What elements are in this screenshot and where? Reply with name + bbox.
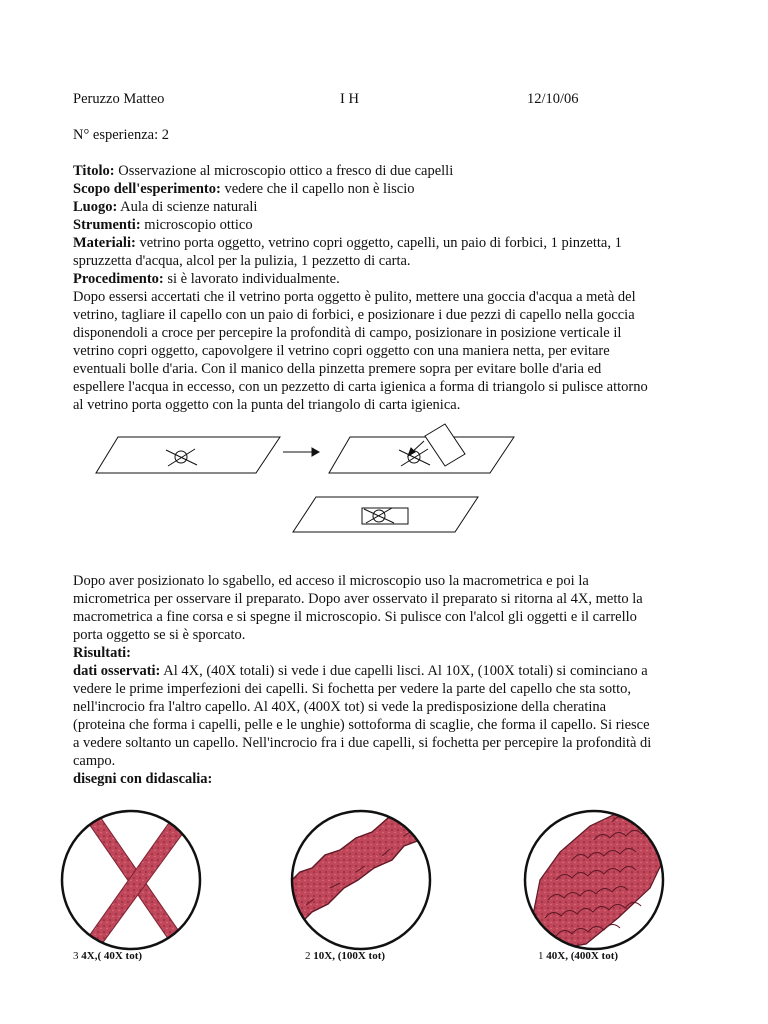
procedure-line: al vetrino porta oggetto con la punta del triangolo di carta igienica. (73, 397, 461, 413)
after-line: micrometrica per osservare il preparato. Dopo aver osservato il preparato si ritorna al 4X, metto la (73, 591, 643, 607)
class-label: I H (340, 91, 359, 107)
caption-number: 3 (73, 950, 79, 962)
caption-number: 2 (305, 950, 311, 962)
caption-text: 10X, (100X tot) (313, 950, 386, 962)
caption-text: 40X, (400X tot) (546, 950, 619, 962)
after-line: macrometrica a fine corsa e si spegne il microscopio. Si pulisce con l'alcol gli oggetti e il carrello (73, 609, 637, 625)
experiment-number: N° esperienza: 2 (73, 127, 169, 143)
dati-line: a vedere soltanto un capello. Nell'incrocio fra i due capelli, si fochetta per percepire la profondità di (73, 735, 652, 751)
procedure-line: disponendoli a croce per percepire la profondità di campo, posizionare in posizione verticale il (73, 325, 622, 341)
strumenti-value: microscopio ottico (144, 217, 253, 233)
materiali-label: Materiali: (73, 235, 136, 251)
materiali-value: vetrino porta oggetto, vetrino copri oggetto, capelli, un paio di forbici, 1 pinzetta, 1 (139, 235, 622, 251)
dati-line: vedere le prime imperfezioni dei capelli. Si fochetta per vedere la parte del capello che sta sotto, (73, 681, 631, 697)
procedure-line: espellere l'acqua in eccesso, con un pezzetto di carta igienica a forma di triangolo si pulisce attorno (73, 379, 648, 395)
drawing-4x (62, 808, 200, 956)
dati-line: (proteina che forma i capelli, pelle e le unghie) sottoforma di scaglie, che forma il capello. Si riesce (73, 717, 650, 733)
scopo-value: vedere che il capello non è liscio (224, 181, 415, 197)
titolo-label: Titolo: (73, 163, 115, 179)
after-line: Dopo aver posizionato lo sgabello, ed acceso il microscopio uso la macrometrica e poi la (73, 573, 589, 589)
procedimento-value: si è lavorato individualmente. (167, 271, 340, 287)
drawing-40x (525, 808, 668, 950)
procedure-line: vetrino copri oggetto, capovolgere il vetrino copri oggetto con una maniera netta, per evitare (73, 343, 610, 359)
caption-text: 4X,( 40X tot) (81, 950, 143, 962)
dati-line: nell'incrocio fra l'altro capello. Al 40X, (400X tot) si vede la predisposizione della cheratina (73, 699, 607, 715)
caption-number: 1 (538, 950, 544, 962)
caption-4x (73, 950, 142, 962)
procedure-line: eventuali bolle d'aria. Con il manico della pinzetta premere sopra per evitare bolle d'aria ed (73, 361, 602, 377)
disegni-heading: disegni con didascalia: (73, 771, 213, 787)
luogo-label: Luogo: (73, 199, 118, 215)
strumenti-label: Strumenti: (73, 217, 141, 233)
author-name: Peruzzo Matteo (73, 91, 165, 107)
procedimento-label: Procedimento: (73, 271, 164, 287)
materiali-value-cont: spruzzetta d'acqua, alcol per la pulizia, 1 pezzetto di carta. (73, 253, 411, 269)
luogo-value: Aula di scienze naturali (120, 199, 258, 215)
procedure-line: Dopo essersi accertati che il vetrino porta oggetto è pulito, mettere una goccia d'acqua a metà del (73, 289, 636, 305)
dati-line: campo. (73, 753, 116, 769)
procedure-line: vetrino, tagliare il capello con un paio di forbici, e posizionare i due pezzi di capello nella goccia (73, 307, 635, 323)
dati-label: dati osservati: (73, 663, 161, 679)
date-label: 12/10/06 (527, 91, 579, 107)
drawing-10x (286, 798, 440, 949)
caption-40x (538, 950, 618, 962)
titolo-value: Osservazione al microscopio ottico a fresco di due capelli (118, 163, 454, 179)
after-line: porta oggetto se si è sporcato. (73, 627, 246, 643)
risultati-heading: Risultati: (73, 645, 131, 661)
scopo-label: Scopo dell'esperimento: (73, 181, 221, 197)
caption-10x (305, 950, 385, 962)
dati-line: Al 4X, (40X totali) si vede i due capelli lisci. Al 10X, (100X totali) si cominciano a (163, 663, 648, 679)
